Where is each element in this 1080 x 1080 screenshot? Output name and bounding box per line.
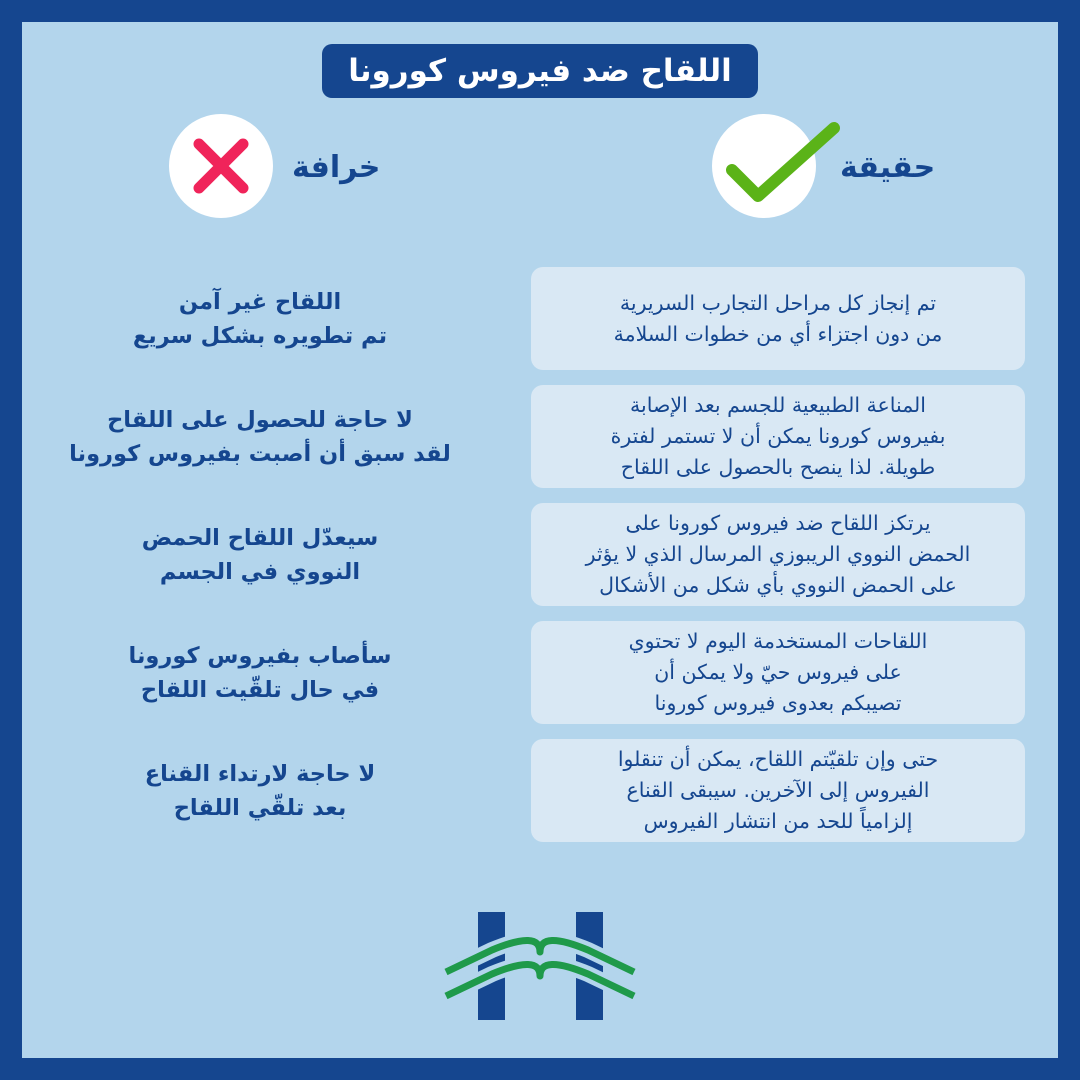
x-icon [169,114,273,218]
fact-line: تم إنجاز كل مراحل التجارب السريرية [619,290,937,315]
myth-line: سيعدّل اللقاح الحمض [141,525,379,551]
logo [444,912,636,1020]
myth-line: لا حاجة للحصول على اللقاح [107,407,413,433]
myth-line: في حال تلقّيت اللقاح [140,677,380,703]
page-title [322,44,758,98]
fact-card [531,503,1025,606]
myth-line: سأصاب بفيروس كورونا [128,643,392,669]
fact-card [531,385,1025,488]
fact-line: اللقاحات المستخدمة اليوم لا تحتوي [628,629,928,653]
fact-line: إلزامياً للحد من انتشار الفيروس [643,809,913,833]
myth-line: لقد سبق أن أصبت بفيروس كورونا [69,441,451,467]
fact-line: على الحمض النووي بأي شكل من الأشكال [599,573,957,597]
fact-line: تصيبكم بعدوى فيروس كورونا [654,691,902,715]
myth-text [40,639,480,707]
fact-card [531,739,1025,842]
myth-line: اللقاح غير آمن [178,289,342,315]
check-icon [712,114,816,218]
fact-line: حتى وإن تلقيّتم اللقاح، يمكن أن تنقلوا [617,747,939,771]
fact-line: الحمض النووي الريبوزي المرسال الذي لا يؤثر [585,542,971,566]
fact-card [531,621,1025,724]
fact-card [531,267,1025,370]
myth-header: خرافة [292,150,381,185]
fact-line: يرتكز اللقاح ضد فيروس كورونا على [625,511,931,535]
myth-line: النووي في الجسم [159,559,361,585]
myth-line: لا حاجة لارتداء القناع [144,761,376,787]
fact-line: من دون اجتزاء أي من خطوات السلامة [613,321,943,346]
fact-header: حقيقة [840,150,936,185]
fact-line: المناعة الطبيعية للجسم بعد الإصابة [630,393,926,417]
fact-line: على فيروس حيّ ولا يمكن أن [654,660,902,684]
myth-text [40,285,480,353]
myth-line: بعد تلقّي اللقاح [173,795,347,821]
myth-text [40,403,480,471]
myth-text [40,521,480,589]
fact-line: الفيروس إلى الآخرين. سيبقى القناع [626,778,930,802]
myth-text [40,757,480,825]
myth-line: تم تطويره بشكل سريع [132,323,388,349]
poster-frame [22,22,1058,1058]
fact-line: طويلة. لذا ينصح بالحصول على اللقاح [620,455,936,479]
fact-line: بفيروس كورونا يمكن أن لا تستمر لفترة [610,424,946,448]
page-title-text: اللقاح ضد فيروس كورونا [348,53,732,89]
